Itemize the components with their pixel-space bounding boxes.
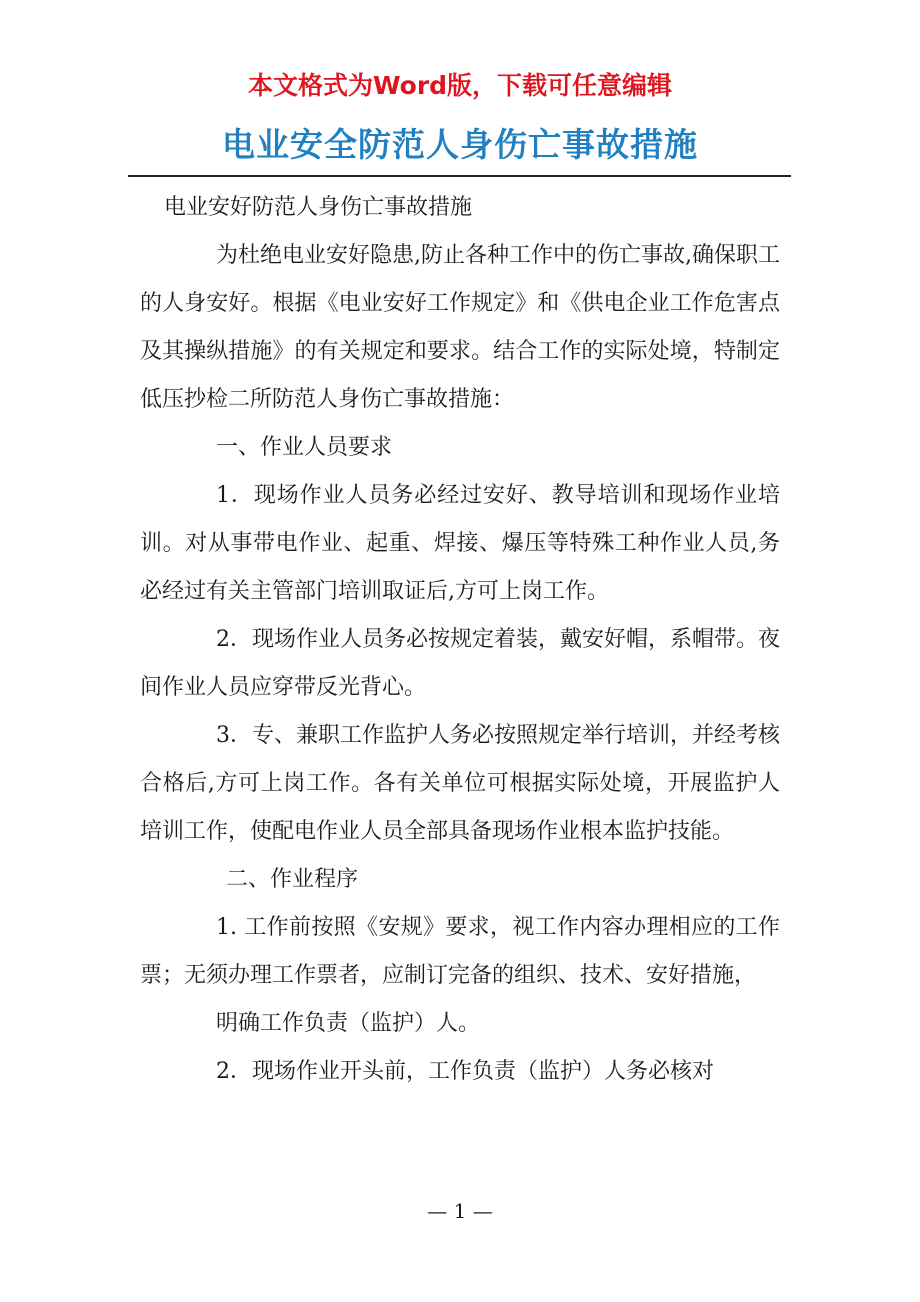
list-item: 2．现场作业人员务必按规定着装，戴安好帽，系帽带。夜间作业人员应穿带反光背心。 [140,627,780,700]
page-number: — 1 — [427,1199,493,1223]
intro-paragraph: 为杜绝电业安好隐患,防止各种工作中的伤亡事故,确保职工的人身安好。根据《电业安好工作规定》和《供电企业工作危害点及其操纵措施》的有关规定和要求。结合工作的实际处境，特制定低压抄检二所防范人身伤亡事故措施： [140,243,780,412]
section-heading: 一、作业人员要求 [216,435,393,460]
document-title: 电业安全防范人身伤亡事故措施 [222,125,698,164]
list-item: 1．现场作业人员务必经过安好、教导培训和现场作业培训。对从事带电作业、起重、焊接、爆压等特殊工种作业人员,务必经过有关主管部门培训取证后,方可上岗工作。 [140,483,780,604]
list-item: 3．专、兼职工作监护人务必按照规定举行培训，并经考核合格后,方可上岗工作。各有关单位可根据实际处境，开展监护人培训工作，使配电作业人员全部具备现场作业根本监护技能。 [140,723,780,844]
section-heading: 二、作业程序 [226,867,359,892]
title-divider [128,175,791,177]
list-item: 2．现场作业开头前，工作负责（监护）人务必核对 [216,1059,714,1084]
document-body [140,184,780,1096]
download-notice: 本文格式为Word版，下载可任意编辑 [247,71,673,100]
list-item: 1. 工作前按照《安规》要求，视工作内容办理相应的工作票；无须办理工作票者，应制订完备的组织、技术、安好措施， [140,915,780,988]
list-item-continuation: 明确工作负责（监护）人。 [216,1011,481,1036]
document-subtitle: 电业安好防范人身伤亡事故措施 [164,195,473,220]
